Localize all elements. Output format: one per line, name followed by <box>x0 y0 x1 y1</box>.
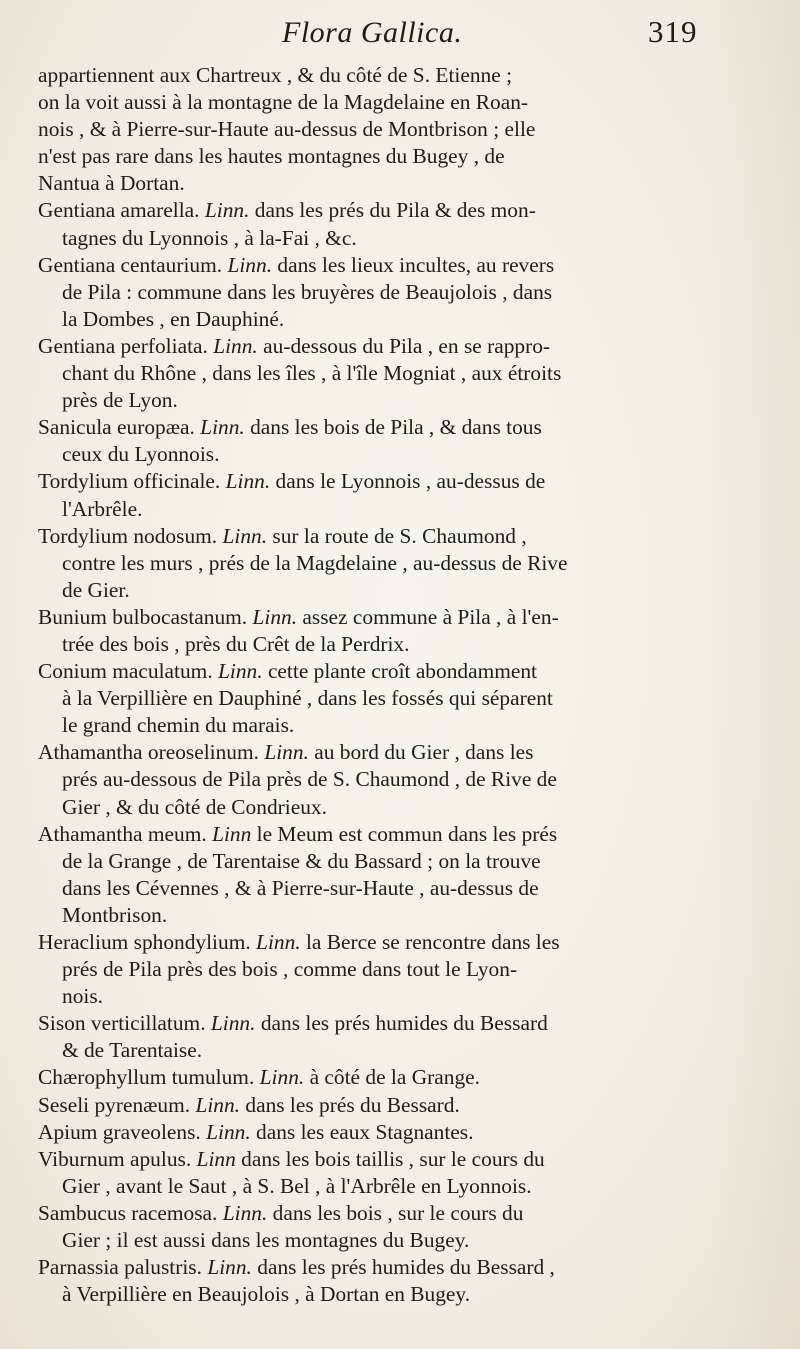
locality-text: assez commune à Pila , à l'en- <box>297 604 559 629</box>
text-line <box>38 197 714 224</box>
line-text: nois , & à Pierre-sur-Haute au-dessus de Montbrison ; elle <box>38 117 536 142</box>
line-text: Montbrison. <box>62 902 168 927</box>
text-entry <box>38 1146 714 1200</box>
locality-text: dans les bois , sur le cours du <box>267 1200 524 1225</box>
text-line <box>38 523 714 550</box>
line-text: de Pila : commune dans les bruyères de Beaujolois , dans <box>62 279 553 304</box>
locality-text: dans les eaux Stagnantes. <box>250 1119 474 1144</box>
species-name: Bunium bulbocastanum. <box>38 604 253 629</box>
locality-text: la Berce se rencontre dans les <box>300 930 560 954</box>
locality-text: dans les lieux incultes, au revers <box>272 252 555 277</box>
author-abbreviation: Linn. <box>218 659 263 684</box>
text-line <box>38 414 714 441</box>
text-line <box>38 875 714 902</box>
text-line <box>38 1146 714 1173</box>
author-abbreviation: Linn. <box>204 198 250 223</box>
author-abbreviation: Linn <box>196 1146 236 1171</box>
author-abbreviation: Linn. <box>252 604 298 629</box>
text-line <box>38 604 714 631</box>
text-line <box>38 441 714 468</box>
locality-text: cette plante croît abondamment <box>262 659 537 684</box>
text-line <box>38 279 714 306</box>
text-entry <box>38 739 714 820</box>
line-text: prés au-dessous de Pila près de S. Chaumond , de Rive de <box>62 767 557 792</box>
text-entry <box>38 929 714 1010</box>
author-abbreviation: Linn. <box>206 1119 251 1144</box>
line-text: à Verpillière en Beaujolois , à Dortan en Bugey. <box>62 1282 471 1307</box>
locality-text: dans les prés humides du Bessard <box>255 1011 548 1036</box>
text-line <box>38 225 714 252</box>
author-abbreviation: Linn. <box>222 523 268 548</box>
text-line <box>38 766 714 793</box>
text-line <box>38 1010 714 1037</box>
text-line <box>38 1037 714 1064</box>
line-text: n'est pas rare dans les hautes montagnes du Bugey , de <box>38 144 505 169</box>
text-entry <box>38 523 714 604</box>
text-line <box>38 1092 714 1119</box>
species-name: Sambucus racemosa. <box>38 1200 223 1225</box>
author-abbreviation: Linn. <box>213 333 258 358</box>
species-name: Tordylium nodosum. <box>38 523 223 548</box>
author-abbreviation: Linn <box>212 821 252 846</box>
line-text: la Dombes , en Dauphiné. <box>62 306 285 331</box>
page-edge-shadow <box>710 0 800 1349</box>
text-entry <box>38 1200 714 1254</box>
line-text: le grand chemin du marais. <box>62 713 295 738</box>
text-entry <box>38 1254 714 1308</box>
text-line <box>38 848 714 875</box>
author-abbreviation: Linn. <box>222 1200 268 1225</box>
page-header <box>0 12 800 60</box>
line-text: Gier , & du côté de Condrieux. <box>62 794 327 819</box>
text-line <box>38 821 714 848</box>
line-text: l'Arbrêle. <box>62 496 143 521</box>
species-name: Gentiana amarella. <box>38 198 205 223</box>
author-abbreviation: Linn. <box>207 1255 252 1280</box>
line-text: de la Grange , de Tarentaise & du Bassard ; on la trouve <box>62 848 541 873</box>
locality-text: dans les prés du Pila & des mon- <box>249 198 536 223</box>
text-line <box>38 1254 714 1281</box>
text-line <box>38 929 714 956</box>
line-text: trée des bois , près du Crêt de la Perdrix. <box>62 631 410 656</box>
text-line <box>38 62 714 89</box>
author-abbreviation: Linn. <box>227 252 273 277</box>
species-name: Tordylium officinale. <box>38 469 226 494</box>
locality-text: le Meum est commun dans les prés <box>251 821 558 846</box>
page-number: 319 <box>648 14 698 49</box>
species-name: Viburnum apulus. <box>38 1146 197 1171</box>
text-line <box>38 739 714 766</box>
running-title: Flora Gallica. <box>282 16 463 49</box>
text-entry <box>38 62 714 197</box>
text-line <box>38 116 714 143</box>
text-entry <box>38 604 714 658</box>
locality-text: dans les bois taillis , sur le cours du <box>235 1146 545 1171</box>
text-line <box>38 1281 714 1308</box>
text-line <box>38 1173 714 1200</box>
text-line <box>38 550 714 577</box>
text-entry <box>38 1064 714 1091</box>
line-text: nois. <box>62 984 104 1009</box>
text-entry <box>38 414 714 468</box>
text-line <box>38 685 714 712</box>
author-abbreviation: Linn. <box>264 740 309 765</box>
text-line <box>38 1119 714 1146</box>
species-name: Heraclium sphondylium. <box>38 930 257 954</box>
line-text: & de Tarentaise. <box>62 1038 203 1063</box>
species-name: Sison verticillatum. <box>38 1011 211 1036</box>
line-text: près de Lyon. <box>62 388 178 413</box>
text-line <box>38 631 714 658</box>
species-name: Seseli pyrenæum. <box>38 1092 196 1117</box>
locality-text: au-dessous du Pila , en se rappro- <box>257 333 551 358</box>
text-block <box>38 62 714 1308</box>
text-line <box>38 983 714 1010</box>
locality-text: dans le Lyonnois , au-dessus de <box>270 469 546 494</box>
species-name: Parnassia palustris. <box>38 1255 208 1280</box>
text-line <box>38 387 714 414</box>
line-text: de Gier. <box>62 577 130 602</box>
text-entry <box>38 1092 714 1119</box>
text-line <box>38 794 714 821</box>
line-text: dans les Cévennes , & à Pierre-sur-Haute , au-dessus de <box>62 875 539 900</box>
text-line <box>38 89 714 116</box>
text-line <box>38 333 714 360</box>
line-text: contre les murs , prés de la Magdelaine , au-dessus de Rive <box>62 550 568 575</box>
text-line <box>38 902 714 929</box>
text-line <box>38 577 714 604</box>
locality-text: dans les bois de Pila , & dans tous <box>244 415 542 440</box>
line-text: prés de Pila près des bois , comme dans tout le Lyon- <box>62 957 518 982</box>
text-entry <box>38 333 714 414</box>
line-text: chant du Rhône , dans les îles , à l'île Mogniat , aux étroits <box>62 361 562 386</box>
author-abbreviation: Linn. <box>210 1011 256 1036</box>
locality-text: dans les prés humides du Bessard , <box>251 1255 555 1280</box>
species-name: Conium maculatum. <box>38 659 219 684</box>
text-entry <box>38 468 714 522</box>
text-line <box>38 360 714 387</box>
text-line <box>38 1227 714 1254</box>
species-name: Gentiana perfoliata. <box>38 333 214 358</box>
text-line <box>38 658 714 685</box>
line-text: Gier , avant le Saut , à S. Bel , à l'Arbrêle en Lyonnois. <box>62 1173 532 1198</box>
line-text: Nantua à Dortan. <box>38 171 185 196</box>
text-line <box>38 468 714 495</box>
text-line <box>38 1064 714 1091</box>
species-name: Apium graveolens. <box>38 1119 207 1144</box>
text-line <box>38 306 714 333</box>
text-line <box>38 170 714 197</box>
species-name: Gentiana centaurium. <box>38 252 228 277</box>
text-line <box>38 252 714 279</box>
line-text: appartiennent aux Chartreux , & du côté de S. Etienne ; <box>38 63 513 87</box>
locality-text: sur la route de S. Chaumond , <box>267 523 527 548</box>
species-name: Sanicula europæa. <box>38 415 201 440</box>
text-line <box>38 496 714 523</box>
text-line <box>38 956 714 983</box>
author-abbreviation: Linn. <box>200 415 245 440</box>
author-abbreviation: Linn. <box>259 1065 305 1090</box>
line-text: ceux du Lyonnois. <box>62 442 220 467</box>
text-line <box>38 1200 714 1227</box>
line-text: Gier ; il est aussi dans les montagnes du Bugey. <box>62 1228 470 1253</box>
line-text: tagnes du Lyonnois , à la-Fai , &c. <box>62 225 357 250</box>
species-name: Chærophyllum tumulum. <box>38 1065 260 1090</box>
text-entry <box>38 1119 714 1146</box>
author-abbreviation: Linn. <box>225 469 271 494</box>
text-entry <box>38 1010 714 1064</box>
species-name: Athamantha meum. <box>38 821 213 846</box>
locality-text: au bord du Gier , dans les <box>308 740 534 765</box>
line-text: à la Verpillière en Dauphiné , dans les fossés qui séparent <box>62 686 553 711</box>
text-line <box>38 143 714 170</box>
text-entry <box>38 197 714 251</box>
locality-text: à côté de la Grange. <box>304 1065 481 1090</box>
author-abbreviation: Linn. <box>256 930 301 954</box>
author-abbreviation: Linn. <box>195 1092 241 1117</box>
text-entry <box>38 658 714 739</box>
locality-text: dans les prés du Bessard. <box>240 1092 460 1117</box>
species-name: Athamantha oreoselinum. <box>38 740 265 765</box>
text-line <box>38 712 714 739</box>
text-entry <box>38 252 714 333</box>
line-text: on la voit aussi à la montagne de la Magdelaine en Roan- <box>38 90 529 115</box>
text-entry <box>38 821 714 929</box>
